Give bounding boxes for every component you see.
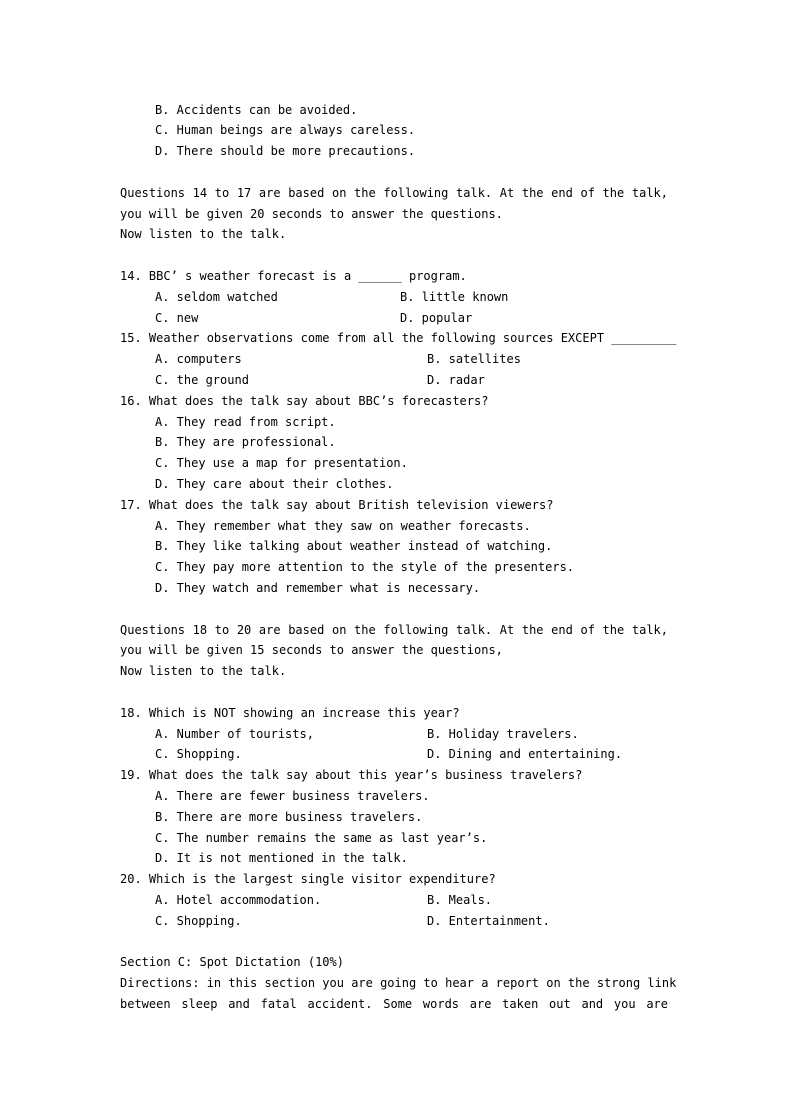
q13-option-c: C. Human beings are always careless.: [155, 123, 416, 137]
q14-option-a: A. seldom watched: [155, 290, 278, 304]
q19-option-a: A. There are fewer business travelers.: [155, 789, 430, 803]
intro-14-17-line2: you will be given 20 seconds to answer the questions.: [120, 207, 503, 221]
q15-option-b: B. satellites: [427, 352, 521, 366]
q18-stem: 18. Which is NOT showing an increase this year?: [120, 706, 460, 720]
q18-option-a: A. Number of tourists,: [155, 727, 314, 741]
q19-option-c: C. The number remains the same as last year’s.: [155, 831, 488, 845]
section-c-directions-line1: Directions: in this section you are going to hear a report on the strong link: [120, 976, 677, 990]
q13-option-b: B. Accidents can be avoided.: [155, 103, 358, 117]
intro-18-20-line2: you will be given 15 seconds to answer the questions,: [120, 643, 503, 657]
q17-option-b: B. They like talking about weather instead of watching.: [155, 539, 553, 553]
q18-option-d: D. Dining and entertaining.: [427, 747, 623, 761]
q17-option-d: D. They watch and remember what is necessary.: [155, 581, 481, 595]
intro-14-17-line1: Questions 14 to 17 are based on the following talk. At the end of the talk,: [120, 186, 668, 200]
q16-option-c: C. They use a map for presentation.: [155, 456, 408, 470]
q17-option-a: A. They remember what they saw on weather forecasts.: [155, 519, 531, 533]
q20-option-b: B. Meals.: [427, 893, 493, 907]
intro-18-20-line1: Questions 18 to 20 are based on the following talk. At the end of the talk,: [120, 623, 668, 637]
q20-option-d: D. Entertainment.: [427, 914, 550, 928]
intro-18-20-line3: Now listen to the talk.: [120, 664, 287, 678]
q17-stem: 17. What does the talk say about British television viewers?: [120, 498, 554, 512]
q14-option-d: D. popular: [400, 311, 473, 325]
q20-option-c: C. Shopping.: [155, 914, 242, 928]
q15-stem: 15. Weather observations come from all the following sources EXCEPT _________: [120, 331, 677, 345]
q16-option-a: A. They read from script.: [155, 415, 336, 429]
q13-option-d: D. There should be more precautions.: [155, 144, 416, 158]
q16-option-d: D. They care about their clothes.: [155, 477, 394, 491]
q15-option-d: D. radar: [427, 373, 485, 387]
intro-14-17-line3: Now listen to the talk.: [120, 227, 287, 241]
q16-option-b: B. They are professional.: [155, 435, 336, 449]
q16-stem: 16. What does the talk say about BBC’s forecasters?: [120, 394, 489, 408]
q17-option-c: C. They pay more attention to the style of the presenters.: [155, 560, 575, 574]
q14-option-c: C. new: [155, 311, 199, 325]
q18-option-c: C. Shopping.: [155, 747, 242, 761]
q15-option-c: C. the ground: [155, 373, 249, 387]
q18-option-b: B. Holiday travelers.: [427, 727, 579, 741]
section-c-directions-line2: between sleep and fatal accident. Some words are taken out and you are: [120, 997, 668, 1011]
q14-stem: 14. BBC’ s weather forecast is a ______ program.: [120, 269, 467, 283]
section-c-heading: Section C: Spot Dictation (10%): [120, 955, 344, 969]
q14-option-b: B. little known: [400, 290, 509, 304]
q20-option-a: A. Hotel accommodation.: [155, 893, 322, 907]
q19-stem: 19. What does the talk say about this year’s business travelers?: [120, 768, 583, 782]
q19-option-d: D. It is not mentioned in the talk.: [155, 851, 408, 865]
q20-stem: 20. Which is the largest single visitor expenditure?: [120, 872, 496, 886]
q19-option-b: B. There are more business travelers.: [155, 810, 423, 824]
q15-option-a: A. computers: [155, 352, 242, 366]
